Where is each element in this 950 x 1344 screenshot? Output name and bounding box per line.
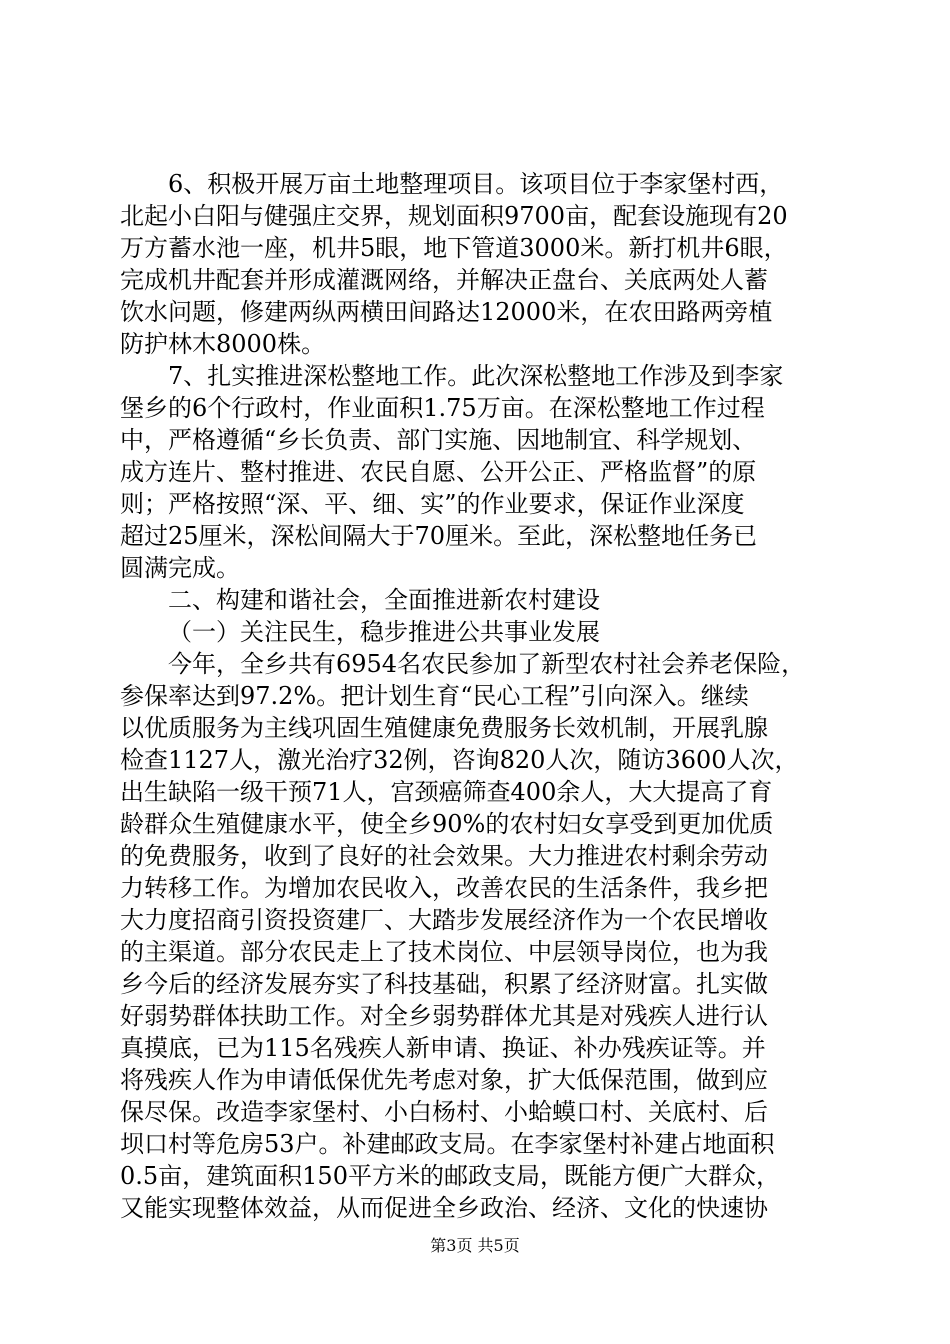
text-line: 万方蓄水池一座，机井5眼，地下管道3000米。新打机井6眼，	[120, 234, 788, 262]
text-line: （一）关注民生，稳步推进公共事业发展	[168, 618, 600, 646]
text-line: 6、积极开展万亩土地整理项目。该项目位于李家堡村西，	[168, 170, 784, 198]
text-line: 以优质服务为主线巩固生殖健康免费服务长效机制，开展乳腺	[120, 714, 768, 742]
document-body	[120, 168, 840, 1224]
text-line: 0.5亩，建筑面积150平方米的邮政支局，既能方便广大群众，	[120, 1162, 780, 1190]
text-line: 又能实现整体效益，从而促进全乡政治、经济、文化的快速协	[120, 1194, 768, 1222]
text-line: 保尽保。改造李家堡村、小白杨村、小蛤蟆口村、关底村、后	[120, 1098, 768, 1126]
text-line: 检查1127人，激光治疗32例，咨询820人次，随访3600人次，	[120, 746, 799, 774]
text-line: 圆满完成。	[120, 554, 240, 582]
text-line: 将残疾人作为申请低保优先考虑对象，扩大低保范围，做到应	[120, 1066, 768, 1094]
text-line: 的主渠道。部分农民走上了技术岗位、中层领导岗位，也为我	[120, 938, 768, 966]
text-line: 坝口村等危房53户。补建邮政支局。在李家堡村补建占地面积	[120, 1130, 775, 1158]
text-line: 完成机井配套并形成灌溉网络，并解决正盘台、关底两处人蓄	[120, 266, 768, 294]
text-line: 乡今后的经济发展夯实了科技基础，积累了经济财富。扎实做	[120, 970, 768, 998]
section-heading-2	[120, 584, 840, 616]
text-line: 二、构建和谐社会，全面推进新农村建设	[168, 586, 600, 614]
paragraph-item-6	[120, 168, 840, 360]
text-line: 7、扎实推进深松整地工作。此次深松整地工作涉及到李家	[168, 362, 784, 390]
text-line: 成方连片、整村推进、农民自愿、公开公正、严格监督”的原	[120, 458, 757, 486]
text-line: 今年，全乡共有6954名农民参加了新型农村社会养老保险，	[168, 650, 806, 678]
text-line: 龄群众生殖健康水平，使全乡90%的农村妇女享受到更加优质	[120, 810, 774, 838]
text-line: 大力度招商引资投资建厂、大踏步发展经济作为一个农民增收	[120, 906, 768, 934]
subsection-heading-1	[120, 616, 840, 648]
text-line: 超过25厘米，深松间隔大于70厘米。至此，深松整地任务已	[120, 522, 758, 550]
text-line: 北起小白阳与健强庄交界，规划面积9700亩，配套设施现有20	[120, 202, 788, 230]
text-line: 出生缺陷一级干预71人，宫颈癌筛查400余人，大大提高了育	[120, 778, 773, 806]
page-footer: 第3页 共5页	[430, 1236, 520, 1255]
text-line: 的免费服务，收到了良好的社会效果。大力推进农村剩余劳动	[120, 842, 768, 870]
text-line: 真摸底，已为115名残疾人新申请、换证、补办残疾证等。并	[120, 1034, 766, 1062]
text-line: 饮水问题，修建两纵两横田间路达12000米，在农田路两旁植	[120, 298, 773, 326]
text-line: 堡乡的6个行政村，作业面积1.75万亩。在深松整地工作过程	[120, 394, 765, 422]
text-line: 中，严格遵循“乡长负责、部门实施、因地制宜、科学规划、	[120, 426, 757, 454]
text-line: 力转移工作。为增加农民收入，改善农民的生活条件，我乡把	[120, 874, 768, 902]
text-line: 好弱势群体扶助工作。对全乡弱势群体尤其是对残疾人进行认	[120, 1002, 768, 1030]
text-line: 则；严格按照“深、平、细、实”的作业要求，保证作业深度	[120, 490, 745, 518]
paragraph-livelihood	[120, 648, 840, 1224]
text-line: 参保率达到97.2%。把计划生育“民心工程”引向深入。继续	[120, 682, 749, 710]
text-line: 防护林木8000株。	[120, 330, 326, 358]
paragraph-item-7	[120, 360, 840, 584]
